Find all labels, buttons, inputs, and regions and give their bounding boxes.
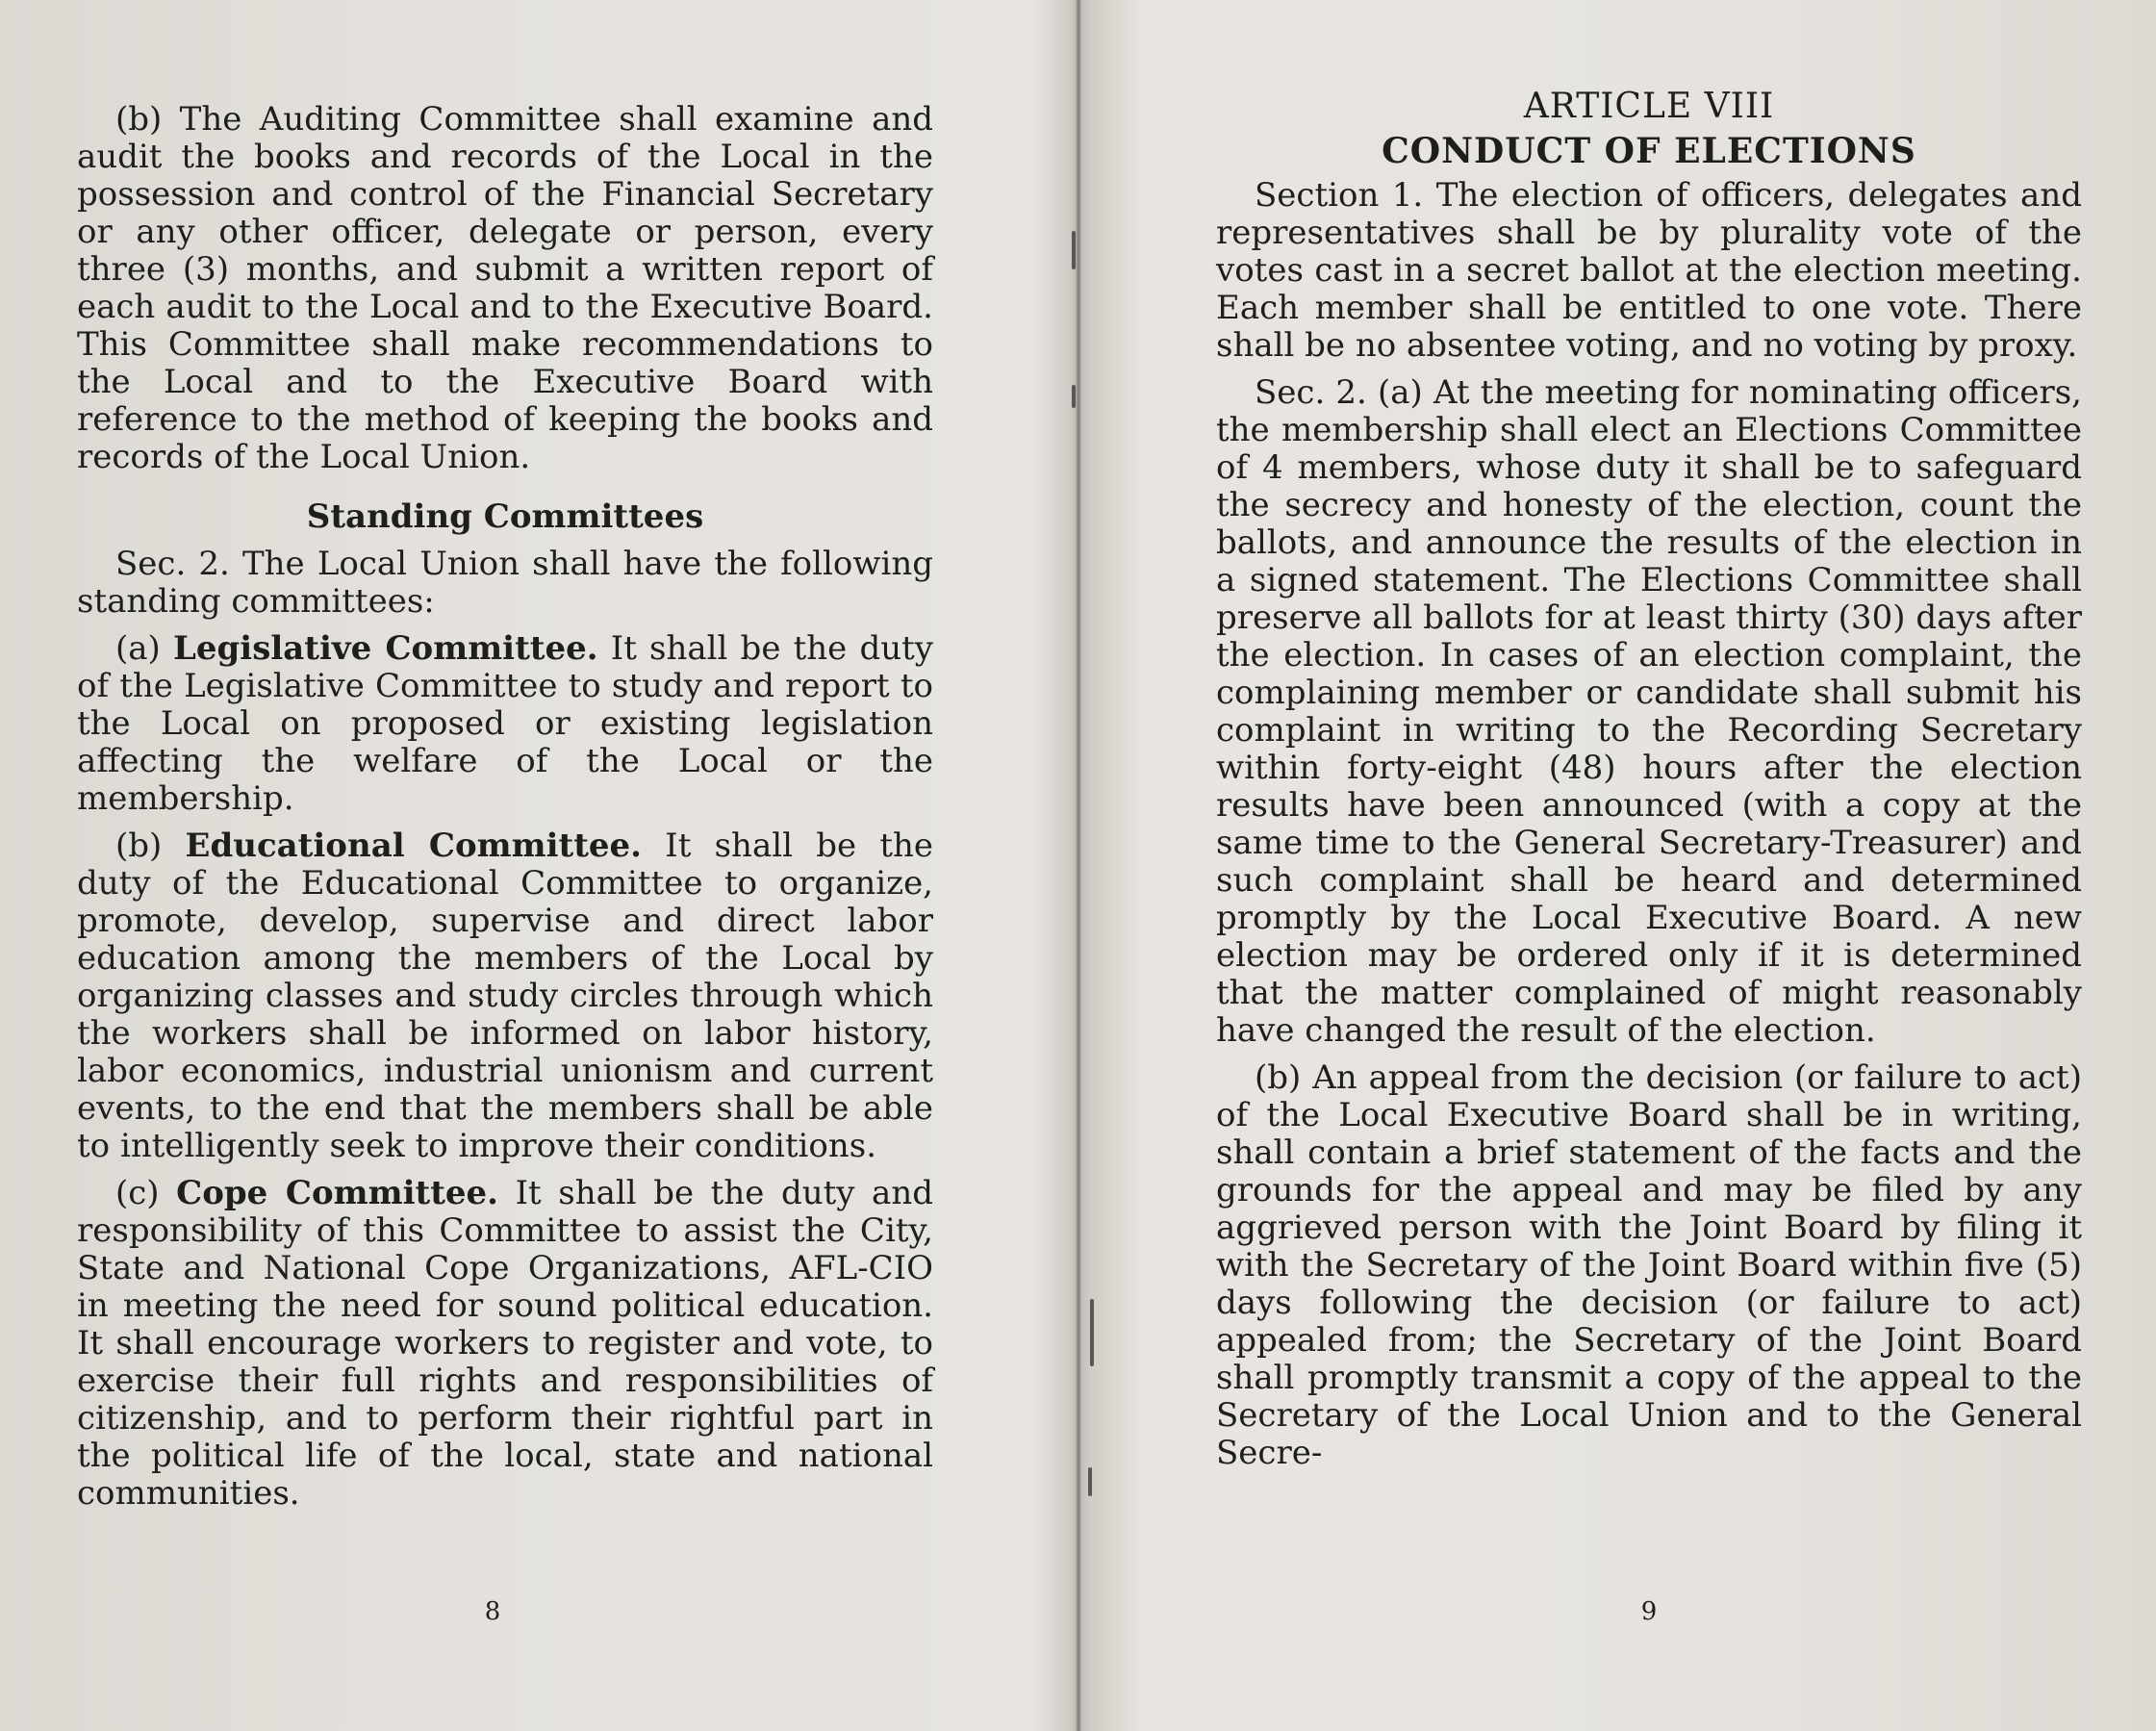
item-prefix: (a) <box>115 629 173 668</box>
article-subtitle: CONDUCT OF ELECTIONS <box>1382 131 1916 171</box>
left-page <box>0 0 1076 1731</box>
section-2a-paragraph: Sec. 2. (a) At the meeting for nominating officers, the membership shall elect an Elections Committee of 4 members, whose duty it shall be to safeguard the secrecy and honesty of the election, count the ballots, and announce the results of the election in a signed statement. The Elections Committee shall preserve all ballots for at least thirty (30) days after the election. In cases of an election complaint, the complaining member or candidate shall submit his complaint in writing to the Recording Secretary within forty-eight (48) hours after the election results have been announced (with a copy at the same time to the General Secretary-Treasurer) and such complaint shall be heard and determined promptly by the Local Executive Board. A new election may be ordered only if it is determined that the matter complained of might reasonably have changed the result of the election. <box>1216 373 2082 1050</box>
legislative-committee-term: Legislative Committee. <box>172 629 598 668</box>
educational-committee-text: It shall be the duty of the Educational Committee to organize, promote, develop, supervise and direct labor education among the members of the Local by organizing classes and study circles through which the workers shall be informed on labor history, labor economics, industrial unionism and current events, to the end that the members shall be able to intelligently seek to improve their conditions. <box>77 827 933 1165</box>
item-prefix: (c) <box>115 1174 177 1212</box>
section-1-paragraph: Section 1. The election of officers, delegates and representatives shall be by plurality vote of the votes cast in a secret ballot at the election meeting. Each member shall be entitled to one vote. There shall be no absentee voting, and no voting by proxy. <box>1216 176 2082 365</box>
right-page-text <box>1216 85 2082 1482</box>
page-number: 8 <box>484 1597 501 1626</box>
left-page-text <box>77 101 933 1522</box>
item-prefix: (b) <box>115 827 186 865</box>
article-title: ARTICLE VIII <box>1523 87 1775 126</box>
cope-committee-paragraph <box>77 1175 933 1513</box>
section-2-intro: Sec. 2. The Local Union shall have the following standing committees: <box>77 545 933 621</box>
section-2b-paragraph: (b) An appeal from the decision (or failure to act) of the Local Executive Board shall be in writing, shall contain a brief statement of the facts and the grounds for the appeal and may be filed by any aggrieved person with the Joint Board by filing it with the Secretary of the Joint Board within five (5) days following the decision (or failure to act) appealed from; the Secretary of the Joint Board shall promptly transmit a copy of the appeal to the Secretary of the Local Union and to the General Secre- <box>1216 1058 2082 1472</box>
legislative-committee-text: It shall be the duty of the Legislative Committee to study and report to the Local on proposed or existing legislation affecting the welfare of the Local or the membership. <box>77 629 933 818</box>
right-page <box>1081 0 2156 1731</box>
educational-committee-term: Educational Committee. <box>185 827 643 865</box>
cope-committee-text: It shall be the duty and responsibility of this Committee to assist the City, State and National Cope Organizations, AFL-CIO in meeting the need for sound political education. It shall encourage workers to register and vote, to exercise their full rights and responsibilities of citizenship, and to perform their rightful part in the political life of the local, state and national communities. <box>77 1174 933 1513</box>
cope-committee-term: Cope Committee. <box>176 1174 499 1212</box>
standing-committees-heading: Standing Committees <box>306 497 704 536</box>
educational-committee-paragraph <box>77 827 933 1165</box>
legislative-committee-paragraph <box>77 630 933 818</box>
page-number: 9 <box>1640 1597 1658 1626</box>
paragraph-auditing-committee: (b) The Auditing Committee shall examine and audit the books and records of the Local in the possession and control of the Financial Secretary or any other officer, delegate or person, every three (3) months, and submit a written report of each audit to the Local and to the Executive Board. This Committee shall make recommendations to the Local and to the Executive Board with reference to the method of keeping the books and records of the Local Union. <box>77 100 933 476</box>
